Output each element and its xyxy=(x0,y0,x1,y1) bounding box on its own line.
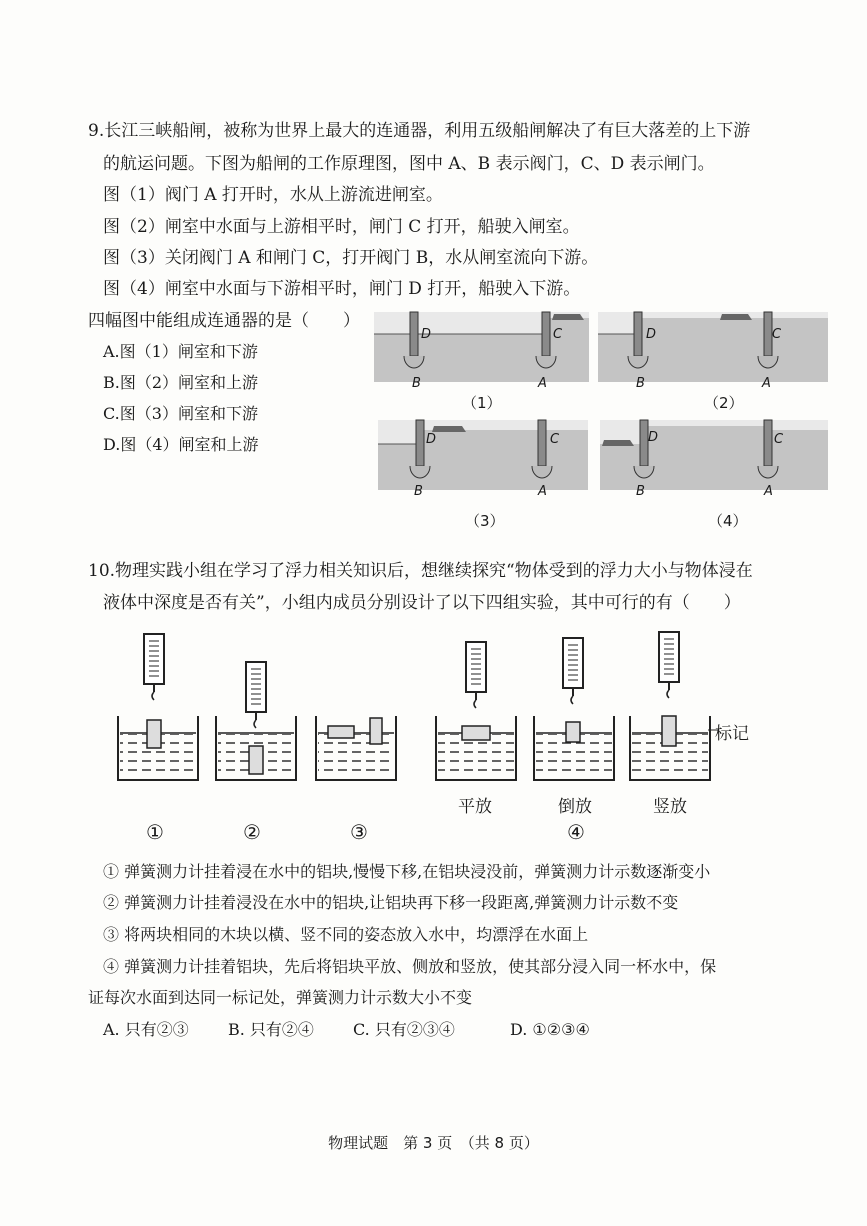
pose-label-flat: 平放 xyxy=(458,797,492,817)
q10-statement-5: 证每次水面到达同一标记处，弹簧测力计示数大小不变 xyxy=(88,988,473,1007)
lock-figure-3 xyxy=(378,420,588,492)
lock-figure-4 xyxy=(600,420,828,492)
lock-2-label-a: A xyxy=(762,376,771,391)
q9-line-5: 图（3）关闭阀门 A 和闸门 C，打开阀门 B，水从闸室流向下游。 xyxy=(103,248,599,268)
lock-4-label-d: D xyxy=(648,430,659,445)
lock-caption-3: （3） xyxy=(465,512,505,530)
q10-statement-2: ② 弹簧测力计挂着浸没在水中的铝块,让铝块再下移一段距离,弹簧测力计示数不变 xyxy=(103,893,679,912)
q9-option-d: D.图（4）闸室和上游 xyxy=(103,435,259,454)
q10-choice-d: D. ①②③④ xyxy=(510,1020,590,1039)
lock-caption-4: （4） xyxy=(708,512,748,530)
q10-choice-b: B. 只有②④ xyxy=(228,1020,314,1039)
lock-3-label-a: A xyxy=(538,484,547,499)
q10-choice-c: C. 只有②③④ xyxy=(353,1020,455,1039)
exp-number-4: ④ xyxy=(567,820,585,844)
beaker-1 xyxy=(118,634,198,780)
exp-number-3: ③ xyxy=(350,820,368,844)
q9-line-7: 四幅图中能组成连通器的是（ ） xyxy=(88,311,360,331)
lock-4-label-a: A xyxy=(764,484,773,499)
q9-line-3: 图（1）阀门 A 打开时，水从上游流进闸室。 xyxy=(103,185,443,205)
q10-line-1: 10.物理实践小组在学习了浮力相关知识后，想继续探究“物体受到的浮力大小与物体浸在 xyxy=(88,561,753,581)
lock-caption-1: （1） xyxy=(462,394,502,412)
lock-figure-1 xyxy=(374,312,589,384)
q9-option-a: A.图（1）闸室和下游 xyxy=(103,342,258,361)
lock-4-label-c: C xyxy=(774,432,784,447)
beaker-4-flat xyxy=(436,642,516,780)
lock-1-label-d: D xyxy=(421,327,432,342)
experiment-figure xyxy=(112,630,732,790)
lock-figure-2 xyxy=(598,312,828,384)
q10-line-2: 液体中深度是否有关”，小组内成员分别设计了以下四组实验，其中可行的有（ ） xyxy=(103,593,741,613)
mark-label: 标记 xyxy=(715,724,749,744)
q10-choice-a: A. 只有②③ xyxy=(103,1020,189,1039)
lock-caption-2: （2） xyxy=(704,394,744,412)
beaker-3 xyxy=(316,716,396,780)
q9-line-1: 9.长江三峡船闸，被称为世界上最大的连通器，利用五级船闸解决了有巨大落差的上下游 xyxy=(88,121,751,141)
lock-2-label-b: B xyxy=(636,376,645,391)
beaker-4-side xyxy=(534,638,614,780)
pose-label-inverted: 倒放 xyxy=(558,797,592,817)
beaker-2 xyxy=(216,662,296,780)
exp-number-2: ② xyxy=(243,820,261,844)
exp-number-1: ① xyxy=(146,820,164,844)
beaker-4-vertical xyxy=(630,632,718,780)
lock-4-label-b: B xyxy=(636,484,645,499)
q9-line-4: 图（2）闸室中水面与上游相平时，闸门 C 打开，船驶入闸室。 xyxy=(103,217,580,237)
q9-line-6: 图（4）闸室中水面与下游相平时，闸门 D 打开，船驶入下游。 xyxy=(103,279,581,299)
pose-label-vertical: 竖放 xyxy=(653,797,687,817)
lock-2-label-d: D xyxy=(646,327,657,342)
q9-option-b: B.图（2）闸室和上游 xyxy=(103,373,259,392)
lock-3-label-c: C xyxy=(550,432,560,447)
q10-statement-3: ③ 将两块相同的木块以横、竖不同的姿态放入水中，均漂浮在水面上 xyxy=(103,925,589,944)
q9-option-c: C.图（3）闸室和下游 xyxy=(103,404,258,423)
q9-line-2: 的航运问题。下图为船闸的工作原理图，图中 A、B 表示阀门，C、D 表示闸门。 xyxy=(103,154,715,174)
page-footer: 物理试题 第 3 页 （共 8 页） xyxy=(328,1134,539,1152)
lock-3-label-d: D xyxy=(426,432,437,447)
q10-statement-1: ① 弹簧测力计挂着浸在水中的铝块,慢慢下移,在铝块浸没前，弹簧测力计示数逐渐变小 xyxy=(103,862,711,881)
q10-statement-4: ④ 弹簧测力计挂着铝块，先后将铝块平放、侧放和竖放，使其部分浸入同一杯水中，保 xyxy=(103,957,717,976)
lock-1-label-b: B xyxy=(412,376,421,391)
lock-1-label-c: C xyxy=(553,327,563,342)
lock-1-label-a: A xyxy=(538,376,547,391)
lock-3-label-b: B xyxy=(414,484,423,499)
lock-2-label-c: C xyxy=(772,327,782,342)
